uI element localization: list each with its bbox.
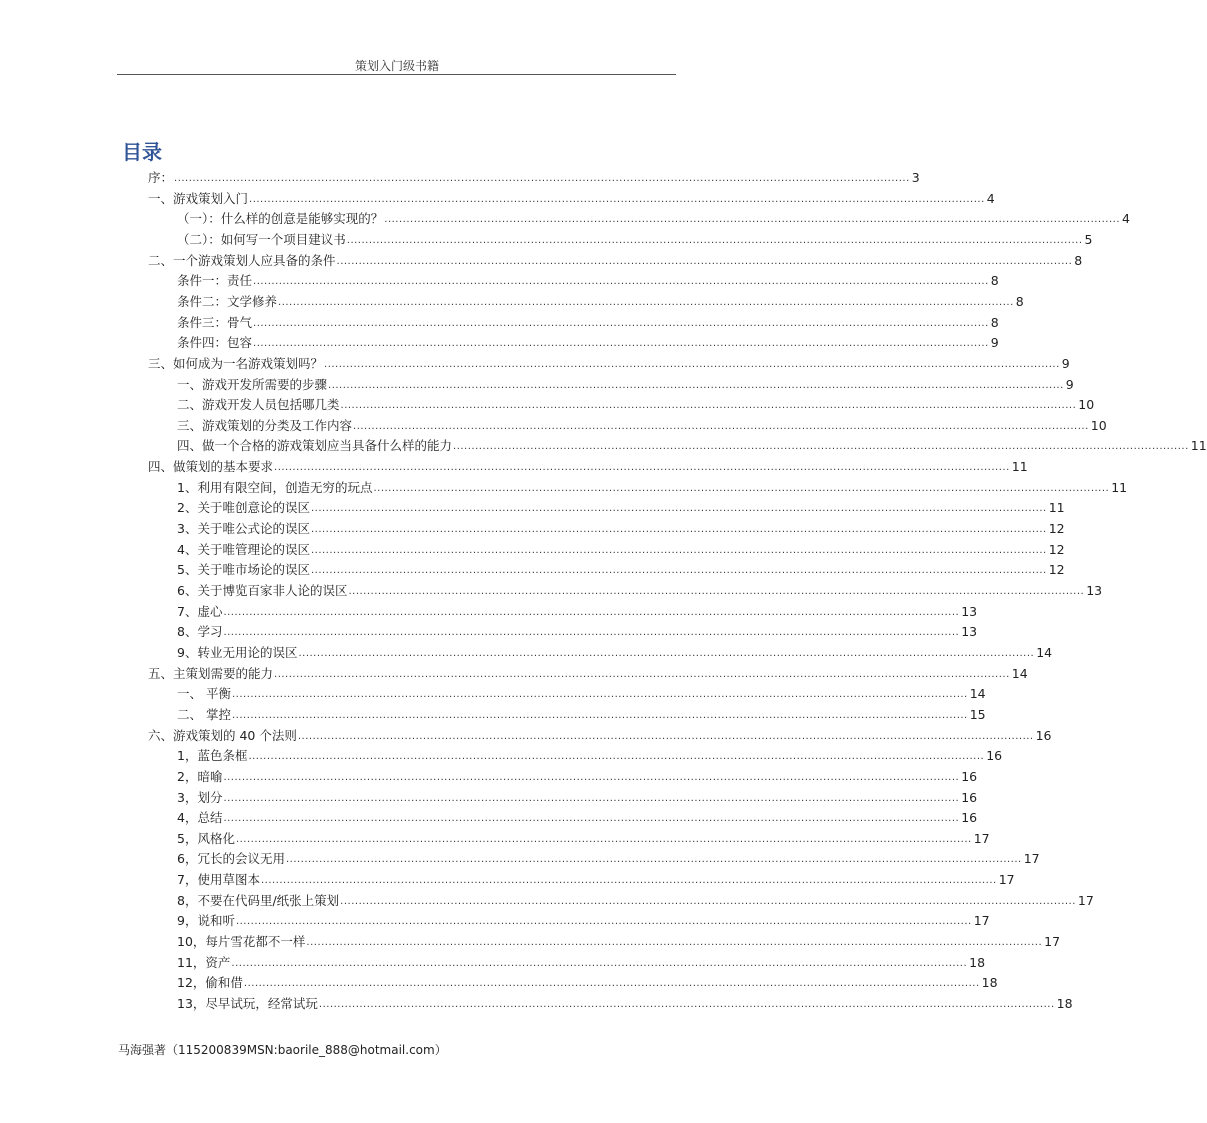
toc-dot-leader: ........................................................................................................................................................................................................ bbox=[231, 710, 968, 721]
toc-entry-page-number: 8 bbox=[1074, 253, 1083, 268]
toc-entry-label: 二、一个游戏策划人应具备的条件 bbox=[148, 253, 336, 268]
toc-entry-label: 五、主策划需要的能力 bbox=[148, 666, 274, 681]
toc-entry[interactable] bbox=[177, 645, 1053, 661]
toc-entry[interactable] bbox=[148, 356, 1070, 372]
toc-entry-page-number: 8 bbox=[990, 315, 999, 330]
toc-entry-page-number: 17 bbox=[1077, 893, 1094, 908]
toc-dot-leader: ........................................................................................................................................................................................................ bbox=[253, 276, 989, 287]
toc-dot-leader: ........................................................................................................................................................................................................ bbox=[324, 359, 1060, 370]
toc-entry[interactable] bbox=[177, 583, 1103, 599]
toc-entry[interactable] bbox=[177, 377, 1074, 393]
toc-entry-page-number: 16 bbox=[1035, 728, 1052, 743]
toc-entry-page-number: 10 bbox=[1078, 397, 1095, 412]
toc-entry-page-number: 9 bbox=[1065, 377, 1074, 392]
toc-entry-page-number: 18 bbox=[1056, 996, 1073, 1011]
toc-entry-page-number: 16 bbox=[961, 790, 978, 805]
toc-dot-leader: ........................................................................................................................................................................................................ bbox=[248, 751, 985, 762]
toc-dot-leader: ........................................................................................................................................................................................................ bbox=[298, 648, 1035, 659]
toc-entry-label: 二、 掌控 bbox=[177, 707, 231, 722]
toc-entry-label: 4、关于唯管理论的误区 bbox=[177, 542, 310, 557]
toc-entry-label: 7、虚心 bbox=[177, 604, 223, 619]
toc-entry[interactable] bbox=[177, 500, 1065, 516]
toc-entry[interactable] bbox=[177, 211, 1130, 227]
toc-title: 目录 bbox=[122, 140, 162, 164]
toc-entry-label: 三、如何成为一名游戏策划吗？ bbox=[148, 356, 324, 371]
toc-dot-leader: ........................................................................................................................................................................................................ bbox=[384, 214, 1121, 225]
toc-entry[interactable] bbox=[148, 728, 1052, 744]
toc-dot-leader: ........................................................................................................................................................................................................ bbox=[306, 937, 1043, 948]
toc-entry-label: 9，说和听 bbox=[177, 913, 235, 928]
toc-entry[interactable] bbox=[177, 418, 1107, 434]
toc-entry-label: 13，尽早试玩，经常试玩 bbox=[177, 996, 318, 1011]
toc-entry-label: 二、游戏开发人员包括哪几类 bbox=[177, 397, 340, 412]
toc-entry-label: 1，蓝色条框 bbox=[177, 748, 248, 763]
toc-dot-leader: ........................................................................................................................................................................................................ bbox=[231, 689, 968, 700]
toc-entry-label: 2、关于唯创意论的误区 bbox=[177, 500, 310, 515]
toc-entry[interactable] bbox=[177, 624, 978, 640]
toc-entry-label: 2，暗喻 bbox=[177, 769, 223, 784]
toc-entry-label: 一、游戏开发所需要的步骤 bbox=[177, 377, 328, 392]
toc-dot-leader: ........................................................................................................................................................................................................ bbox=[235, 834, 972, 845]
toc-entry[interactable] bbox=[148, 170, 920, 186]
toc-dot-leader: ........................................................................................................................................................................................................ bbox=[223, 793, 960, 804]
toc-dot-leader: ........................................................................................................................................................................................................ bbox=[353, 421, 1089, 432]
toc-entry-label: （二）：如何写一个项目建议书 bbox=[177, 232, 346, 247]
toc-dot-leader: ........................................................................................................................................................................................................ bbox=[260, 875, 997, 886]
toc-dot-leader: ........................................................................................................................................................................................................ bbox=[453, 441, 1189, 452]
toc-entry[interactable] bbox=[177, 893, 1094, 909]
toc-entry[interactable] bbox=[177, 686, 986, 702]
toc-entry-page-number: 8 bbox=[990, 273, 999, 288]
toc-entry[interactable] bbox=[177, 851, 1040, 867]
toc-entry-page-number: 9 bbox=[1061, 356, 1070, 371]
toc-dot-leader: ........................................................................................................................................................................................................ bbox=[253, 338, 989, 349]
toc-entry[interactable] bbox=[148, 191, 995, 207]
toc-dot-leader: ........................................................................................................................................................................................................ bbox=[373, 483, 1110, 494]
toc-entry-label: 8、学习 bbox=[177, 624, 223, 639]
toc-dot-leader: ........................................................................................................................................................................................................ bbox=[310, 545, 1047, 556]
toc-dot-leader: ........................................................................................................................................................................................................ bbox=[223, 627, 960, 638]
toc-entry[interactable] bbox=[177, 831, 990, 847]
toc-entry[interactable] bbox=[177, 934, 1061, 950]
toc-entry-label: 四、做策划的基本要求 bbox=[148, 459, 274, 474]
toc-dot-leader: ........................................................................................................................................................................................................ bbox=[340, 896, 1076, 907]
toc-entry-label: 条件一：责任 bbox=[177, 273, 253, 288]
toc-entry[interactable] bbox=[177, 438, 1207, 454]
toc-entry-page-number: 18 bbox=[969, 955, 986, 970]
toc-entry-page-number: 17 bbox=[998, 872, 1015, 887]
toc-entry[interactable] bbox=[177, 872, 1015, 888]
toc-entry-label: 四、做一个合格的游戏策划应当具备什么样的能力 bbox=[177, 438, 453, 453]
header-divider bbox=[117, 74, 676, 75]
toc-entry[interactable] bbox=[177, 397, 1095, 413]
toc-entry[interactable] bbox=[148, 459, 1028, 475]
toc-dot-leader: ........................................................................................................................................................................................................ bbox=[243, 978, 980, 989]
toc-entry[interactable] bbox=[148, 666, 1028, 682]
toc-entry[interactable] bbox=[177, 955, 986, 971]
page-footer: 马海强著（115200839MSN:baorile_888@hotmail.com） bbox=[118, 1043, 447, 1057]
toc-entry[interactable] bbox=[177, 604, 978, 620]
toc-dot-leader: ........................................................................................................................................................................................................ bbox=[328, 380, 1064, 391]
toc-entry-label: 条件三：骨气 bbox=[177, 315, 253, 330]
toc-entry-page-number: 13 bbox=[1086, 583, 1103, 598]
toc-entry-page-number: 12 bbox=[1048, 521, 1065, 536]
toc-dot-leader: ........................................................................................................................................................................................................ bbox=[348, 586, 1085, 597]
toc-entry-label: 11，资产 bbox=[177, 955, 231, 970]
toc-entry[interactable] bbox=[148, 253, 1083, 269]
toc-dot-leader: ........................................................................................................................................................................................................ bbox=[278, 297, 1014, 308]
toc-entry-page-number: 11 bbox=[1111, 480, 1128, 495]
toc-entry-label: 3，划分 bbox=[177, 790, 223, 805]
toc-entry-label: 6、关于博览百家非人论的误区 bbox=[177, 583, 348, 598]
toc-entry[interactable] bbox=[177, 996, 1073, 1012]
toc-dot-leader: ........................................................................................................................................................................................................ bbox=[340, 400, 1077, 411]
toc-dot-leader: ........................................................................................................................................................................................................ bbox=[274, 669, 1010, 680]
toc-entry[interactable] bbox=[177, 562, 1065, 578]
toc-entry-page-number: 16 bbox=[961, 769, 978, 784]
toc-entry-page-number: 18 bbox=[981, 975, 998, 990]
toc-dot-leader: ........................................................................................................................................................................................................ bbox=[174, 173, 910, 184]
toc-entry-page-number: 14 bbox=[1011, 666, 1028, 681]
toc-entry-page-number: 17 bbox=[973, 913, 990, 928]
toc-entry-label: 9、转业无用论的误区 bbox=[177, 645, 298, 660]
toc-entry-label: 6，冗长的会议无用 bbox=[177, 851, 285, 866]
toc-dot-leader: ........................................................................................................................................................................................................ bbox=[310, 503, 1047, 514]
toc-entry-label: 条件四：包容 bbox=[177, 335, 253, 350]
toc-entry-label: 5、关于唯市场论的误区 bbox=[177, 562, 310, 577]
toc-entry[interactable] bbox=[177, 975, 998, 991]
toc-dot-leader: ........................................................................................................................................................................................................ bbox=[223, 607, 960, 618]
toc-entry-page-number: 8 bbox=[1015, 294, 1024, 309]
toc-entry-page-number: 4 bbox=[1122, 211, 1130, 226]
toc-dot-leader: ........................................................................................................................................................................................................ bbox=[223, 772, 960, 783]
toc-dot-leader: ........................................................................................................................................................................................................ bbox=[285, 854, 1022, 865]
toc-entry-page-number: 3 bbox=[911, 170, 920, 185]
toc-entry-page-number: 12 bbox=[1048, 542, 1065, 557]
toc-entry-label: 12，偷和借 bbox=[177, 975, 243, 990]
page-header-title: 策划入门级书籍 bbox=[354, 59, 439, 73]
toc-entry[interactable] bbox=[177, 769, 978, 785]
toc-entry-page-number: 12 bbox=[1048, 562, 1065, 577]
toc-entry[interactable] bbox=[177, 294, 1024, 310]
toc-entry-page-number: 15 bbox=[969, 707, 986, 722]
toc-entry-label: 一、游戏策划入门 bbox=[148, 191, 249, 206]
toc-entry-page-number: 5 bbox=[1084, 232, 1093, 247]
toc-entry-page-number: 14 bbox=[1036, 645, 1053, 660]
toc-entry-page-number: 13 bbox=[961, 604, 978, 619]
toc-entry[interactable] bbox=[177, 232, 1093, 248]
toc-entry-page-number: 9 bbox=[990, 335, 999, 350]
toc-entry-page-number: 13 bbox=[961, 624, 978, 639]
toc-entry[interactable] bbox=[177, 273, 999, 289]
toc-dot-leader: ........................................................................................................................................................................................................ bbox=[346, 235, 1083, 246]
toc-entry[interactable] bbox=[177, 521, 1065, 537]
toc-entry-label: 10，每片雪花都不一样 bbox=[177, 934, 306, 949]
toc-dot-leader: ........................................................................................................................................................................................................ bbox=[318, 999, 1055, 1010]
toc-dot-leader: ........................................................................................................................................................................................................ bbox=[310, 565, 1047, 576]
toc-dot-leader: ........................................................................................................................................................................................................ bbox=[297, 731, 1034, 742]
toc-entry-label: 条件二：文学修养 bbox=[177, 294, 278, 309]
toc-dot-leader: ........................................................................................................................................................................................................ bbox=[253, 318, 989, 329]
toc-entry-page-number: 11 bbox=[1011, 459, 1028, 474]
toc-dot-leader: ........................................................................................................................................................................................................ bbox=[310, 524, 1047, 535]
toc-entry-label: 7，使用草图本 bbox=[177, 872, 260, 887]
toc-dot-leader: ........................................................................................................................................................................................................ bbox=[274, 462, 1010, 473]
toc-entry-page-number: 17 bbox=[1044, 934, 1061, 949]
toc-entry-label: 一、 平衡 bbox=[177, 686, 231, 701]
toc-entry-label: 5，风格化 bbox=[177, 831, 235, 846]
toc-entry[interactable] bbox=[177, 748, 1003, 764]
toc-entry-label: 4，总结 bbox=[177, 810, 223, 825]
toc-entry-page-number: 14 bbox=[969, 686, 986, 701]
toc-entry-page-number: 10 bbox=[1090, 418, 1107, 433]
toc-entry[interactable] bbox=[177, 913, 990, 929]
toc-entry-page-number: 4 bbox=[986, 191, 995, 206]
toc-entry-page-number: 17 bbox=[973, 831, 990, 846]
toc-entry-label: 1、利用有限空间，创造无穷的玩点 bbox=[177, 480, 373, 495]
toc-entry-label: 三、游戏策划的分类及工作内容 bbox=[177, 418, 353, 433]
toc-dot-leader: ........................................................................................................................................................................................................ bbox=[235, 916, 972, 927]
toc-entry-label: （一）：什么样的创意是能够实现的？ bbox=[177, 211, 384, 226]
toc-entry-label: 3、关于唯公式论的误区 bbox=[177, 521, 310, 536]
toc-entry[interactable] bbox=[177, 810, 978, 826]
toc-entry[interactable] bbox=[177, 335, 999, 351]
toc-dot-leader: ........................................................................................................................................................................................................ bbox=[223, 813, 960, 824]
toc-dot-leader: ........................................................................................................................................................................................................ bbox=[231, 958, 968, 969]
toc-dot-leader: ........................................................................................................................................................................................................ bbox=[249, 194, 985, 205]
toc-entry[interactable] bbox=[177, 790, 978, 806]
toc-entry[interactable] bbox=[177, 707, 986, 723]
toc-dot-leader: ........................................................................................................................................................................................................ bbox=[336, 256, 1073, 267]
toc-entry-label: 序： bbox=[148, 170, 174, 185]
toc-entry-page-number: 16 bbox=[961, 810, 978, 825]
toc-entry-page-number: 16 bbox=[986, 748, 1003, 763]
toc-entry-page-number: 11 bbox=[1190, 438, 1207, 453]
toc-entry[interactable] bbox=[177, 480, 1128, 496]
toc-entry-label: 六、游戏策划的 40 个法则 bbox=[148, 728, 297, 743]
toc-entry-page-number: 11 bbox=[1048, 500, 1065, 515]
toc-entry[interactable] bbox=[177, 542, 1065, 558]
toc-entry-page-number: 17 bbox=[1023, 851, 1040, 866]
toc-entry-label: 8，不要在代码里/纸张上策划 bbox=[177, 893, 340, 908]
toc-entry[interactable] bbox=[177, 315, 999, 331]
